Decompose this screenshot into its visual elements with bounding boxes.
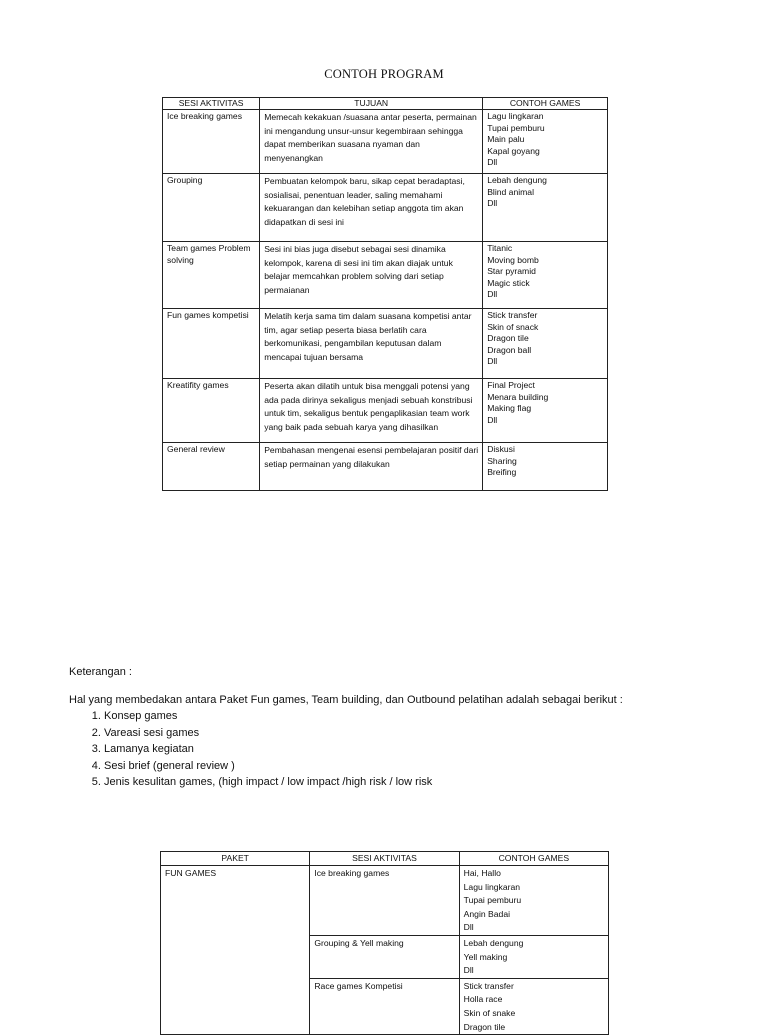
game-item: Tupai pemburu (487, 122, 545, 133)
header-tujuan: TUJUAN (260, 98, 483, 110)
tujuan-cell: Pembahasan mengenai esensi pembelajaran positif dari setiap permainan yang dilakukan (260, 443, 483, 491)
game-item: Stick transfer (487, 310, 538, 320)
notes-intro: Hal yang membedakan antara Paket Fun games, Team building, dan Outbound pelatihan adalah sebagai berikut : (69, 694, 623, 706)
game-item: Dll (487, 414, 498, 425)
games-cell (459, 866, 608, 936)
game-item: Lebah dengung (487, 175, 547, 185)
sesi-cell: Grouping (163, 174, 260, 242)
game-item: Holla race (463, 994, 503, 1005)
game-item: Dll (487, 198, 498, 208)
game-item: Lebah dengung (463, 937, 524, 948)
document-title: CONTOH PROGRAM (324, 67, 444, 81)
sesi-cell: Kreatifity games (163, 379, 260, 443)
notes-section (69, 664, 623, 791)
sesi-cell: Fun games kompetisi (163, 309, 260, 379)
program-table (162, 97, 608, 491)
list-item: 5. Jenis kesulitan games, (high impact / low impact /high risk / low risk (104, 774, 623, 791)
games-cell (459, 935, 608, 978)
list-item: 1. Konsep games (104, 708, 623, 725)
paket-cell: FUN GAMES (161, 866, 310, 1035)
games-cell (483, 443, 608, 491)
game-item: Dll (463, 965, 474, 976)
game-item: Menara building (487, 391, 549, 402)
game-item: Making flag (487, 403, 532, 413)
games-cell (483, 110, 608, 174)
sesi-cell: Ice breaking games (163, 110, 260, 174)
notes-label: Keterangan : (69, 666, 132, 678)
game-item: Dragon ball (487, 344, 532, 355)
table-row (163, 110, 608, 174)
table-row (163, 309, 608, 379)
game-item: Star pyramid (487, 266, 536, 276)
games-cell (483, 174, 608, 242)
game-item: Skin of snack (487, 321, 539, 332)
notes-list (69, 708, 623, 791)
table-row (163, 379, 608, 443)
table-row (163, 242, 608, 309)
tujuan-cell: Memecah kekakuan /suasana antar peserta, permainan ini mengandung unsur-unsur kegembiraan sehingga dapat memberikan suasana nyaman dan menyenangkan (260, 110, 483, 174)
game-item: Tupai pemburu (463, 895, 522, 906)
game-item: Titanic (487, 243, 513, 253)
table-row (161, 866, 609, 936)
sesi-cell: Race games Kompetisi (310, 978, 459, 1034)
game-item: Skin of snake (463, 1007, 516, 1018)
game-item: Dll (487, 356, 498, 366)
sesi-cell: Grouping & Yell making (310, 935, 459, 978)
paket-table (160, 851, 609, 1035)
game-item: Diskusi (487, 444, 515, 454)
games-cell (483, 379, 608, 443)
game-item: Sharing (487, 455, 517, 466)
game-item: Lagu lingkaran (487, 111, 544, 121)
list-item: 2. Vareasi sesi games (104, 725, 623, 742)
game-item: Kapal goyang (487, 145, 540, 156)
table-row (163, 443, 608, 491)
game-item: Moving bomb (487, 254, 539, 265)
game-item: Breifing (487, 467, 517, 477)
header-sesi-aktivitas: SESI AKTIVITAS (163, 98, 260, 110)
table-header-row (161, 852, 609, 866)
game-item: Stick transfer (463, 980, 514, 991)
game-item: Dll (487, 289, 498, 299)
header-contoh-games: CONTOH GAMES (459, 852, 608, 866)
game-item: Hai, Hallo (463, 868, 501, 878)
game-item: Dll (487, 157, 498, 167)
sesi-cell: Ice breaking games (310, 866, 459, 936)
header-sesi-aktivitas: SESI AKTIVITAS (310, 852, 459, 866)
sesi-cell: General review (163, 443, 260, 491)
game-item: Blind animal (487, 186, 534, 197)
game-item: Dragon tile (463, 1021, 506, 1032)
list-item: 3. Lamanya kegiatan (104, 741, 623, 758)
tujuan-cell: Melatih kerja sama tim dalam suasana kompetisi antar tim, agar setiap peserta biasa berlatih cara berkomunikasi, pengambilan keputusan dalam mencapai tujuan bersama (260, 309, 483, 379)
game-item: Main palu (487, 134, 525, 144)
sesi-cell: Team games Problem solving (163, 242, 260, 309)
games-cell (483, 242, 608, 309)
game-item: Dragon tile (487, 333, 529, 343)
game-item: Yell making (463, 951, 508, 962)
tujuan-cell: Peserta akan dilatih untuk bisa menggali potensi yang ada pada dirinya sekaligus menjadi sebuah konstribusi untuk tim, sekaligus bentuk pengaplikasian team work yang baik pada sebuah karya yang dihasilkan (260, 379, 483, 443)
table-header-row (163, 98, 608, 110)
tujuan-cell: Pembuatan kelompok baru, sikap cepat beradaptasi, sosialisai, penentuan leader, saling memahami kekuarangan dan kelebihan setiap anggota tim akan didapatkan di sesi ini (260, 174, 483, 242)
game-item: Final Project (487, 380, 535, 390)
game-item: Angin Badai (463, 908, 511, 919)
games-cell (483, 309, 608, 379)
game-item: Lagu lingkaran (463, 881, 521, 892)
header-contoh-games: CONTOH GAMES (483, 98, 608, 110)
table-row (163, 174, 608, 242)
header-paket: PAKET (161, 852, 310, 866)
game-item: Dll (463, 922, 474, 933)
games-cell (459, 978, 608, 1034)
list-item: 4. Sesi brief (general review ) (104, 758, 623, 775)
tujuan-cell: Sesi ini bias juga disebut sebagai sesi dinamika kelompok, karena di sesi ini tim akan diajak untuk belajar memcahkan problem solving dari setiap permaianan (260, 242, 483, 309)
game-item: Magic stick (487, 277, 530, 288)
